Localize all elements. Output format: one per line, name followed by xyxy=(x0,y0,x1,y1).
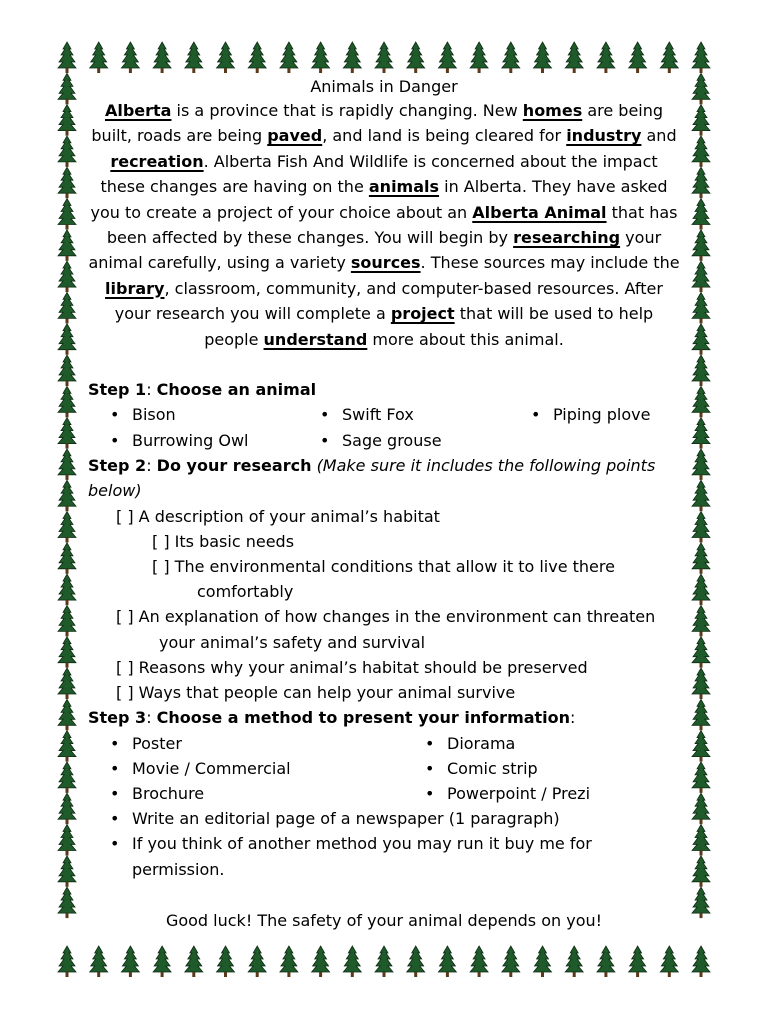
pine-tree-icon xyxy=(58,887,76,918)
pine-tree-icon xyxy=(470,946,488,977)
pine-tree-icon xyxy=(58,105,76,136)
list-item: • Powerpoint / Prezi xyxy=(425,784,591,804)
pine-tree-icon xyxy=(692,136,710,167)
intro-paragraph xyxy=(88,98,680,352)
method-row-3 xyxy=(88,781,680,806)
pine-tree-icon xyxy=(470,42,488,73)
intro-text: that will be used to help people xyxy=(204,304,654,349)
method-row-4 xyxy=(88,806,680,831)
intro-text: . Alberta Fish And Wildlife is concerned about the impact these changes are having on the xyxy=(100,151,658,197)
pine-tree-icon xyxy=(90,42,108,73)
pine-tree-icon xyxy=(280,946,298,977)
pine-tree-icon xyxy=(343,42,361,73)
pine-tree-icon xyxy=(565,42,583,73)
pine-tree-icon xyxy=(692,762,710,793)
pine-tree-icon xyxy=(692,73,710,104)
list-item: • Swift Fox xyxy=(320,405,414,425)
pine-tree-icon xyxy=(692,543,710,574)
pine-tree-icon xyxy=(692,42,710,73)
keyword: project xyxy=(390,304,455,324)
animal-row-1 xyxy=(88,402,680,427)
checklist-continuation: comfortably xyxy=(197,582,294,602)
keyword: sources xyxy=(350,253,421,273)
pine-tree-icon xyxy=(407,946,425,977)
pine-tree-icon xyxy=(629,42,647,73)
keyword: Alberta Animal xyxy=(472,202,607,222)
animal-row-2 xyxy=(88,428,680,453)
step-2-note: (Make sure it includes the following points below) xyxy=(88,455,656,501)
intro-text: your animal carefully, using a variety xyxy=(88,228,662,273)
pine-tree-icon xyxy=(58,605,76,636)
pine-tree-icon xyxy=(565,946,583,977)
step-2-title: Do your research xyxy=(156,455,312,475)
pine-tree-icon xyxy=(692,199,710,230)
pine-tree-icon xyxy=(58,167,76,198)
intro-text: , classroom, community, and computer-based resources. After your research you will complete a xyxy=(114,278,663,324)
pine-tree-icon xyxy=(692,793,710,824)
pine-tree-icon xyxy=(692,825,710,856)
pine-tree-icon xyxy=(312,42,330,73)
pine-tree-icon xyxy=(692,418,710,449)
method-row-6 xyxy=(88,857,680,882)
keyword: recreation xyxy=(110,151,204,171)
list-item-continuation: permission. xyxy=(132,859,225,879)
pine-tree-icon xyxy=(248,946,266,977)
keyword: industry xyxy=(566,126,642,146)
pine-tree-icon xyxy=(343,946,361,977)
pine-tree-icon xyxy=(248,42,266,73)
checklist-item: [ ] The environmental conditions that allow it to live there xyxy=(152,557,615,577)
pine-tree-icon xyxy=(58,731,76,762)
pine-tree-icon xyxy=(58,386,76,417)
step-3-label: Step 3 xyxy=(88,708,147,728)
pine-tree-icon xyxy=(502,946,520,977)
pine-tree-icon xyxy=(185,42,203,73)
pine-tree-icon xyxy=(58,699,76,730)
list-item: • Burrowing Owl xyxy=(110,430,249,450)
step-1-title: Choose an animal xyxy=(156,380,317,400)
pine-tree-icon xyxy=(692,261,710,292)
intro-text: . These sources may include the xyxy=(420,253,680,273)
pine-tree-icon xyxy=(58,512,76,543)
list-item: • Piping plove xyxy=(531,405,651,425)
pine-tree-icon xyxy=(58,668,76,699)
pine-tree-icon xyxy=(692,574,710,605)
pine-tree-icon xyxy=(121,946,139,977)
pine-tree-icon xyxy=(692,167,710,198)
pine-tree-icon xyxy=(629,946,647,977)
pine-tree-icon xyxy=(58,574,76,605)
pine-tree-icon xyxy=(692,512,710,543)
list-item: • Sage grouse xyxy=(320,430,442,450)
step-2-heading: Step 2: Do your research (Make sure it includes the following points below) xyxy=(88,455,656,501)
checklist-item: [ ] Reasons why your animal’s habitat should be preserved xyxy=(116,657,588,677)
keyword: Alberta xyxy=(104,101,172,120)
pine-tree-icon xyxy=(692,887,710,918)
list-item: • Movie / Commercial xyxy=(110,758,291,778)
pine-tree-icon xyxy=(660,946,678,977)
pine-tree-icon xyxy=(153,946,171,977)
pine-tree-icon xyxy=(58,825,76,856)
pine-tree-icon xyxy=(692,449,710,480)
pine-tree-icon xyxy=(692,605,710,636)
pine-tree-icon xyxy=(58,230,76,261)
pine-tree-icon xyxy=(692,324,710,355)
step-3-title: Choose a method to present your information xyxy=(156,708,571,728)
pine-tree-icon xyxy=(534,946,552,977)
list-item: • Poster xyxy=(110,733,182,753)
pine-tree-icon xyxy=(692,386,710,417)
pine-tree-icon xyxy=(375,946,393,977)
pine-tree-icon xyxy=(534,42,552,73)
pine-tree-icon xyxy=(597,946,615,977)
pine-tree-icon xyxy=(597,42,615,73)
step-3-heading: Step 3: Choose a method to present your information: xyxy=(88,708,576,728)
intro-text: , and land is being cleared for xyxy=(322,126,567,146)
pine-tree-icon xyxy=(58,42,76,73)
list-item: • Brochure xyxy=(110,784,205,804)
pine-tree-icon xyxy=(692,292,710,323)
keyword: library xyxy=(105,278,165,298)
pine-tree-icon xyxy=(692,699,710,730)
step-1-label: Step 1 xyxy=(88,380,147,400)
list-item: • If you think of another method you may run it buy me for xyxy=(110,834,592,854)
method-row-5 xyxy=(88,831,680,856)
keyword: homes xyxy=(522,101,583,120)
checklist-item: [ ] Its basic needs xyxy=(152,531,295,551)
list-item: • Bison xyxy=(110,405,176,425)
pine-tree-icon xyxy=(692,105,710,136)
worksheet-content xyxy=(88,76,680,933)
pine-tree-icon xyxy=(58,324,76,355)
pine-tree-icon xyxy=(153,42,171,73)
pine-tree-icon xyxy=(502,42,520,73)
pine-tree-icon xyxy=(58,637,76,668)
pine-tree-icon xyxy=(692,355,710,386)
pine-tree-icon xyxy=(58,793,76,824)
pine-tree-icon xyxy=(692,856,710,887)
keyword: paved xyxy=(267,126,323,146)
step-1-heading: Step 1: Choose an animal xyxy=(88,380,317,400)
pine-tree-icon xyxy=(58,199,76,230)
pine-tree-icon xyxy=(58,418,76,449)
pine-tree-icon xyxy=(58,136,76,167)
checklist-item: [ ] A description of your animal’s habitat xyxy=(116,506,440,526)
intro-text: are being built, roads are being xyxy=(91,101,664,146)
pine-tree-icon xyxy=(58,762,76,793)
page-title: Animals in Danger xyxy=(310,77,458,96)
pine-tree-icon xyxy=(438,946,456,977)
pine-tree-icon xyxy=(90,946,108,977)
pine-tree-icon xyxy=(58,449,76,480)
checklist-item: [ ] An explanation of how changes in the environment can threaten xyxy=(116,607,656,627)
pine-tree-icon xyxy=(692,946,710,977)
pine-tree-icon xyxy=(58,946,76,977)
pine-tree-icon xyxy=(58,261,76,292)
method-row-1 xyxy=(88,731,680,756)
intro-text: that has been affected by these changes. You will begin by xyxy=(106,202,678,248)
pine-tree-icon xyxy=(185,946,203,977)
pine-tree-icon xyxy=(692,230,710,261)
intro-text: and xyxy=(641,126,677,146)
pine-tree-icon xyxy=(58,480,76,511)
checklist-continuation: your animal’s safety and survival xyxy=(159,632,426,652)
pine-tree-icon xyxy=(407,42,425,73)
pine-tree-icon xyxy=(58,292,76,323)
pine-tree-icon xyxy=(692,480,710,511)
method-row-2 xyxy=(88,756,680,781)
pine-tree-icon xyxy=(692,668,710,699)
pine-tree-icon xyxy=(660,42,678,73)
pine-tree-icon xyxy=(438,42,456,73)
keyword: researching xyxy=(513,228,621,248)
intro-text: is a province that is rapidly changing. New xyxy=(171,101,523,120)
intro-text: more about this animal. xyxy=(367,329,564,349)
pine-tree-icon xyxy=(312,946,330,977)
pine-tree-icon xyxy=(692,637,710,668)
pine-tree-icon xyxy=(58,355,76,386)
intro-text: in Alberta. They have asked you to create a project of your choice about an xyxy=(90,177,668,222)
pine-tree-icon xyxy=(692,731,710,762)
pine-tree-icon xyxy=(375,42,393,73)
closing-message: Good luck! The safety of your animal depends on you! xyxy=(165,910,603,930)
pine-tree-icon xyxy=(58,856,76,887)
pine-tree-icon xyxy=(58,73,76,104)
pine-tree-icon xyxy=(280,42,298,73)
checklist-item: [ ] Ways that people can help your animal survive xyxy=(116,683,516,703)
list-item: • Diorama xyxy=(425,733,516,753)
step-2-label: Step 2 xyxy=(88,455,147,475)
pine-tree-icon xyxy=(217,946,235,977)
keyword: animals xyxy=(368,177,440,197)
list-item: • Write an editorial page of a newspaper (1 paragraph) xyxy=(110,809,560,829)
pine-tree-icon xyxy=(121,42,139,73)
list-item: • Comic strip xyxy=(425,758,538,778)
pine-tree-icon xyxy=(58,543,76,574)
keyword: understand xyxy=(263,329,368,349)
pine-tree-icon xyxy=(217,42,235,73)
